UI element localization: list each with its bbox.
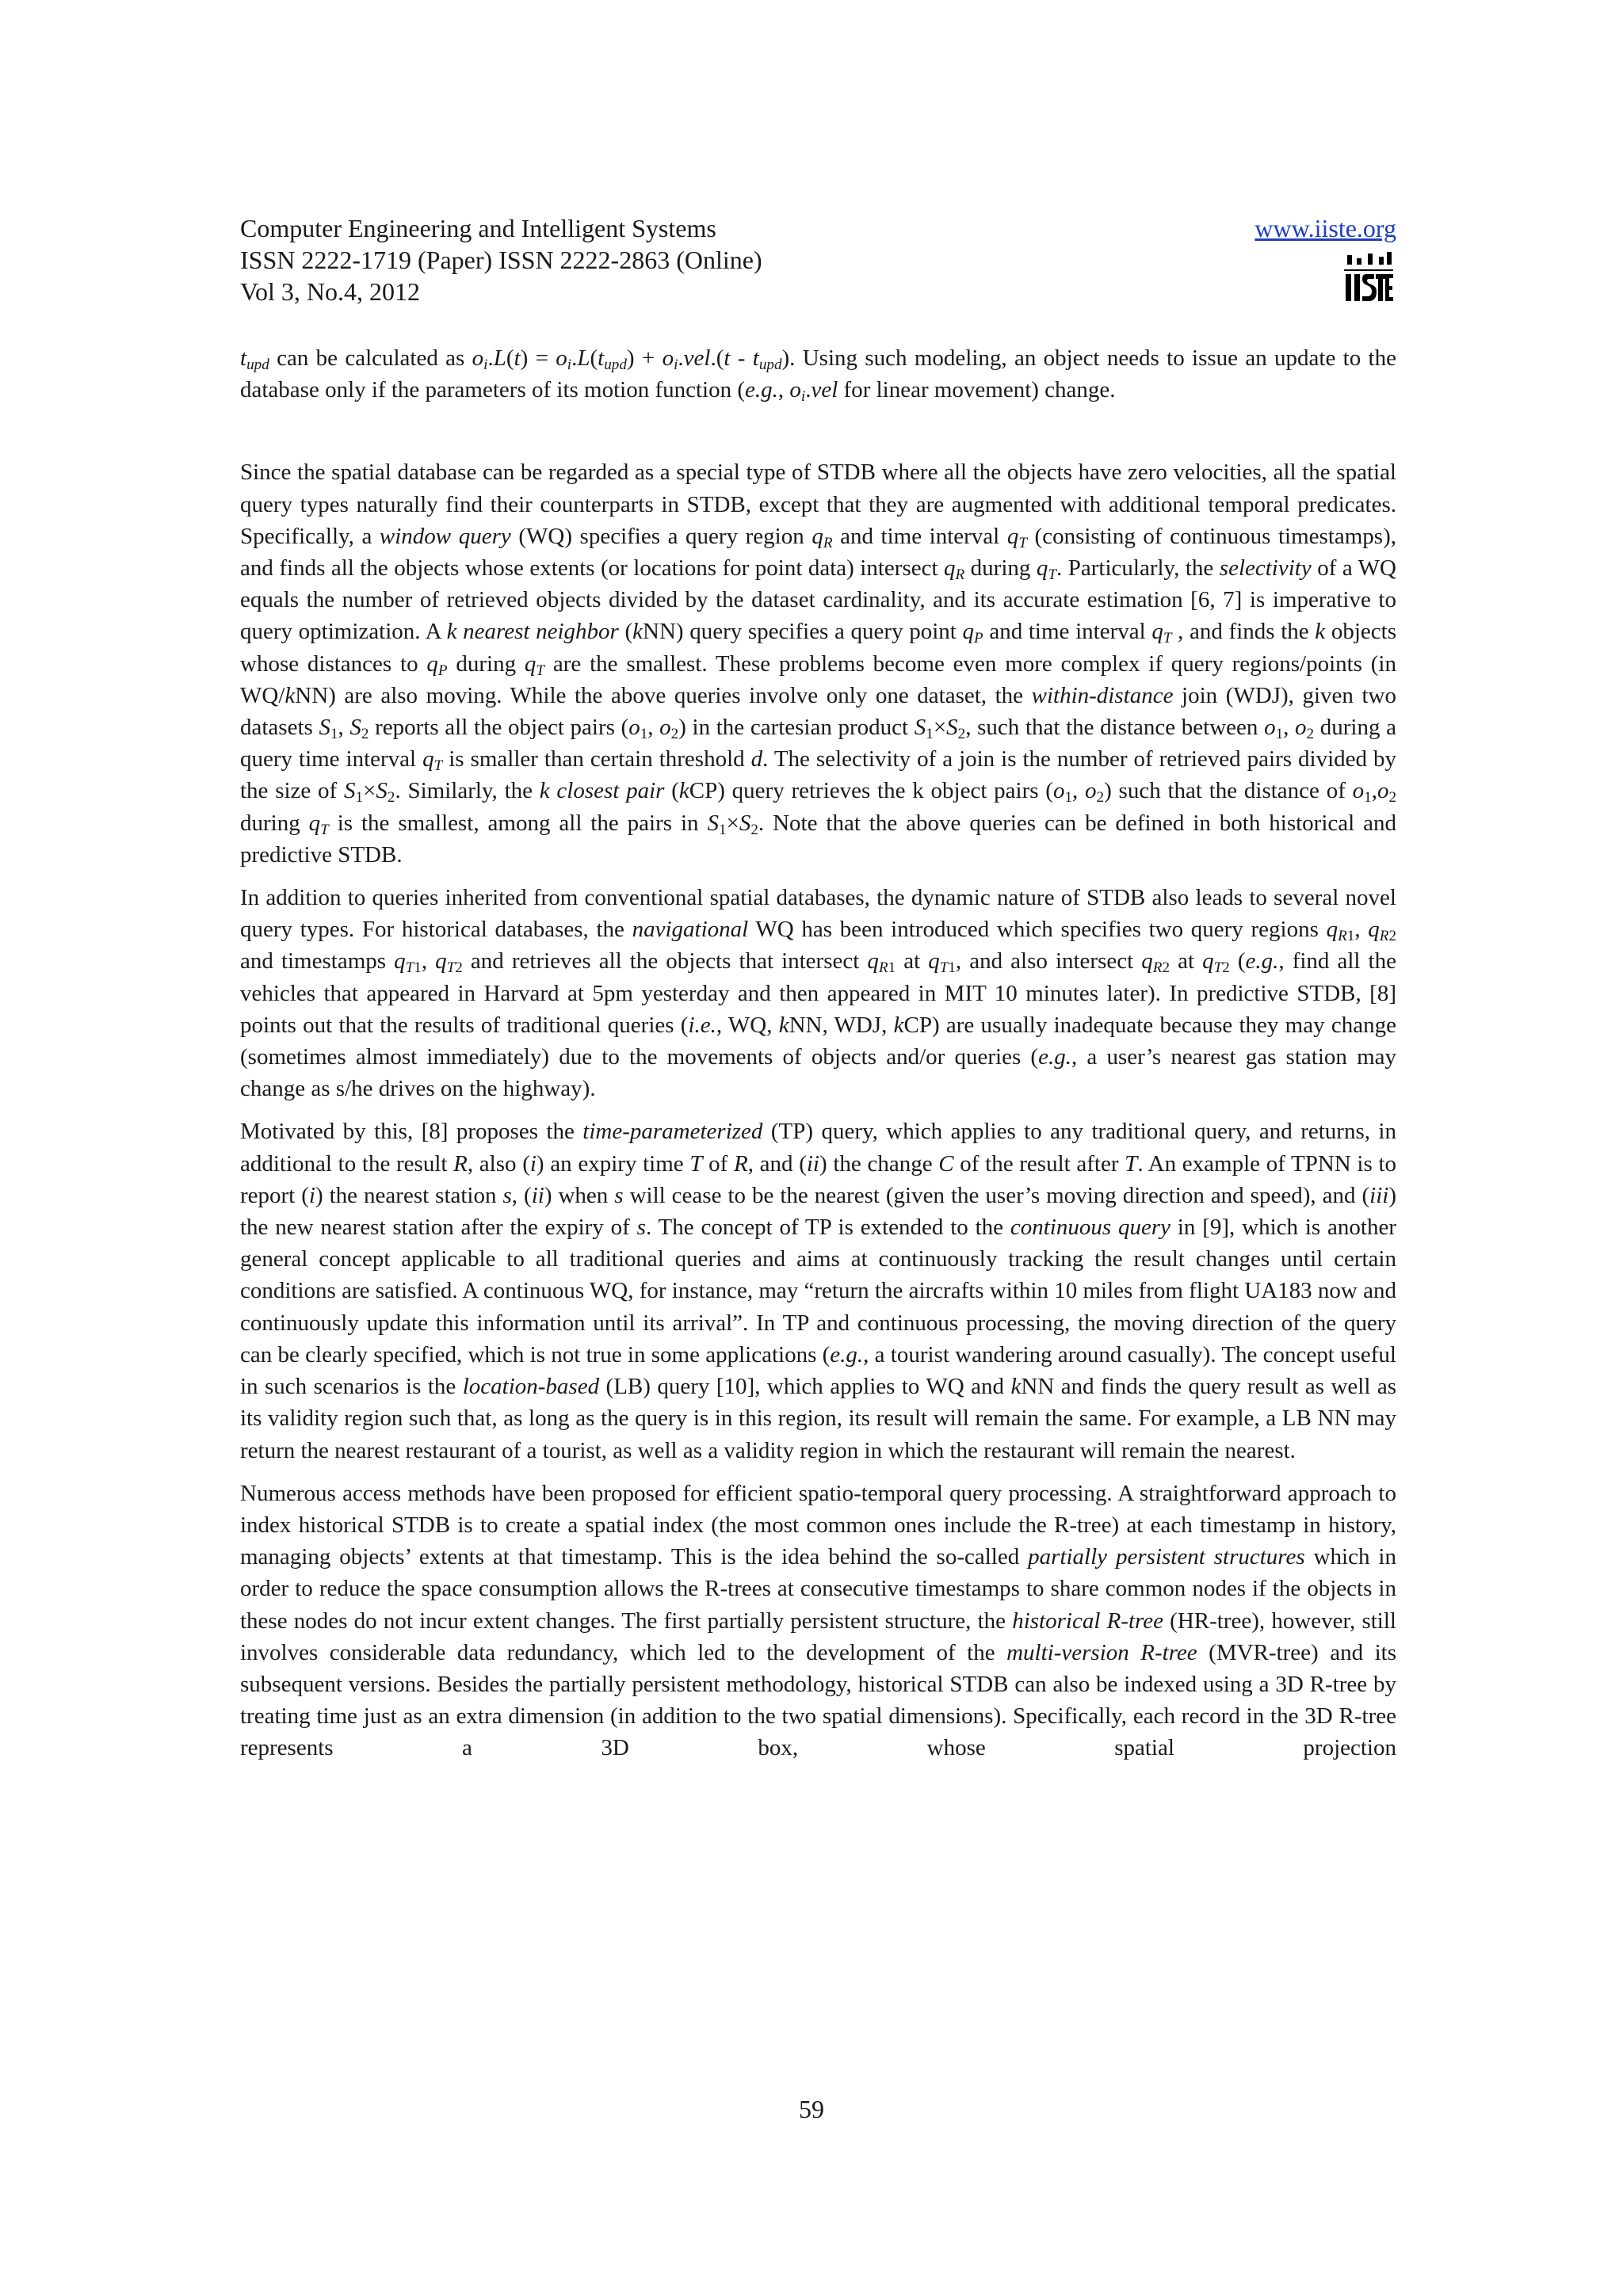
paragraph-3: In addition to queries inherited from conventional spatial databases, the dynamic nature of STDB also leads to several novel query types. For historical databases, the navigational WQ has been introduced which specifies two query regions $q_{R1}$, $q_{R2}$ and timestamps $q_{T1}$, $q_{T2}$ and retrieves all the objects that intersect $q_{R1}$ at $q_{T1}$, and also intersect $q_{R2}$ at $q_{T2}$ (e.g., find all the vehicles that appeared in Harvard at 5pm yesterday and then appeared in MIT 10 minutes later). In predictive STDB, [8] points out that the results of traditional queries (i.e., WQ, kNN, WDJ, kCP) are usually inadequate because they may change (sometimes almost immediately) due to the movements of objects and/or queries (e.g., a user’s nearest gas station may change as s/he drives on the highway).	[240, 885, 1397, 1102]
page-header	[240, 212, 1396, 315]
journal-url-link[interactable]: www.iiste.org	[1254, 214, 1396, 242]
article-body	[240, 342, 1396, 1764]
paragraph-5: Numerous access methods have been proposed for efficient spatio-temporal query processing. A straightforward approach to index historical STDB is to create a spatial index (the most common ones include the R-tree) at each timestamp in history, managing objects’ extents at that timestamp. This is the idea behind the so-called partially persistent structures which in order to reduce the space consumption allows the R-trees at consecutive timestamps to share common nodes if the objects in these nodes do not incur extent changes. The first partially persistent structure, the historical R-tree (HR-tree), however, still involves considerable data redundancy, which led to the development of the multi-version R-tree (MVR-tree) and its subsequent versions. Besides the partially persistent methodology, historical STDB can also be indexed using a 3D R-tree by treating time just as an extra dimension (in addition to the two spatial dimensions). Specifically, each record in the 3D R-tree represents a 3D box, whose spatial projection	[240, 1480, 1396, 1761]
page-number: 59	[799, 2095, 824, 2123]
paragraph-2: Since the spatial database can be regarded as a special type of STDB where all the objects have zero velocities, all the spatial query types naturally find their counterparts in STDB, except that they are augmented with additional temporal predicates. Specifically, a window query (WQ) specifies a query region $q_R$ and time interval $q_T$ (consisting of continuous timestamps), and finds all the objects whose extents (or locations for point data) intersect $q_R$ during $q_T$. Particularly, the selectivity of a WQ equals the number of retrieved objects divided by the dataset cardinality, and its accurate estimation [6, 7] is imperative to query optimization. A k nearest neighbor (kNN) query specifies a query point $q_P$ and time interval $q_T$ , and finds the k objects whose distances to $q_P$ during $q_T$ are the smallest. These problems become even more complex if query regions/points (in WQ/kNN) are also moving. While the above queries involve only one dataset, the within-distance join (WDJ), given two datasets $S_1$, $S_2$ reports all the object pairs ($o_1$, $o_2$) in the cartesian product $S_1\times S_2$, such that the distance between $o_1$, $o_2$ during a query time interval $q_T$ is smaller than certain threshold d. The selectivity of a join is the number of retrieved pairs divided by the size of $S_1\times S_2$. Similarly, the k closest pair (kCP) query retrieves the k object pairs ($o_1$, $o_2$) such that the distance of $o_1,o_2$ during $q_T$ is the smallest, among all the pairs in $S_1\times S_2$. Note that the above queries can be defined in both historical and predictive STDB.	[240, 460, 1396, 868]
paragraph-1: $t_{upd}$ can be calculated as $o_i.L(t) = o_i.L(t_{upd}) + o_i.vel.(t - t_{upd})$. Using such modeling, an object needs to issue an update to the database only if the parameters of its motion function (e.g., $o_i.vel$ for linear movement) change.	[240, 345, 1396, 405]
paragraph-4: Motivated by this, [8] proposes the time-parameterized (TP) query, which applies to any traditional query, and returns, in additional to the result R, also (i) an expiry time T of R, and (ii) the change C of the result after T. An example of TPNN is to report (i) the nearest station s, (ii) when s will cease to be the nearest (given the user’s moving direction and speed), and (iii) the new nearest station after the expiry of s. The concept of TP is extended to the continuous query in [9], which is another general concept applicable to all traditional queries and aims at continuously tracking the result changes until certain conditions are satisfied. A continuous WQ, for instance, may “return the aircrafts within 10 miles from flight UA183 now and continuously update this information until its arrival”. In TP and continuous processing, the moving direction of the query can be clearly specified, which is not true in some applications (e.g., a tourist wandering around casually). The concept useful in such scenarios is the location-based (LB) query [10], which applies to WQ and kNN and finds the query result as well as its validity region such that, as long as the query is in this region, its result will remain the same. For example, a LB NN may return the nearest restaurant of a tourist, as well as a validity region in which the restaurant will remain the nearest.	[240, 1119, 1397, 1463]
journal-title: Computer Engineering and Intelligent Systems	[240, 214, 716, 242]
volume-line: Vol 3, No.4, 2012	[240, 277, 420, 306]
iiste-logo	[1341, 250, 1396, 306]
issn-line: ISSN 2222-1719 (Paper) ISSN 2222-2863 (Online)	[240, 246, 762, 274]
